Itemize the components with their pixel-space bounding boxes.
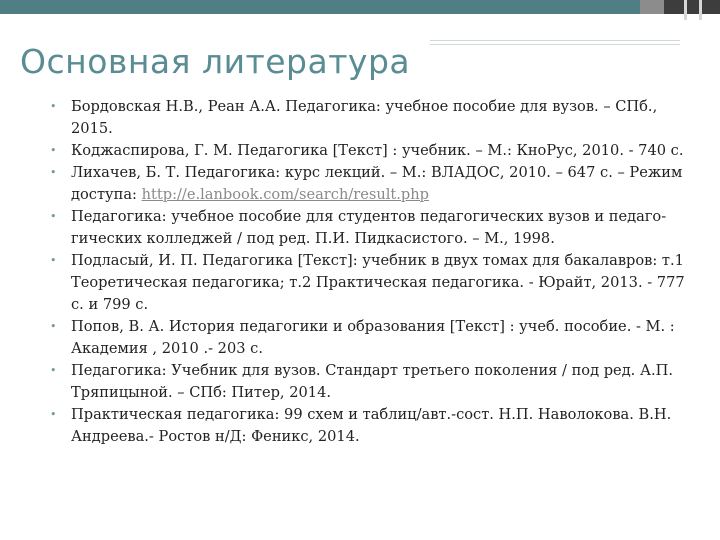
list-item bbox=[50, 206, 690, 250]
bullet-icon: • bbox=[50, 254, 57, 267]
bullet-icon: • bbox=[50, 144, 57, 157]
bullet-icon: • bbox=[50, 100, 57, 113]
decorative-divider bbox=[699, 0, 702, 20]
page-title: Основная литература bbox=[20, 42, 411, 81]
bullet-icon: • bbox=[50, 210, 57, 223]
top-accent-bar-dark bbox=[664, 0, 720, 14]
top-accent-bar bbox=[0, 0, 640, 14]
bullet-icon: • bbox=[50, 166, 57, 179]
reference-text: Практическая педагогика: 99 схем и таблиц/авт.-сост. Н.П. Наволокова. В.Н. Андреева.- Ростов н/Д: Феникс, 2014. bbox=[71, 406, 672, 445]
reference-text: Лихачев, Б. Т. Педагогика: курс лекций. – М.: ВЛАДОС, 2010. – 647 с. – Режим доступа: bbox=[71, 164, 683, 203]
bullet-icon: • bbox=[50, 364, 57, 377]
title-rule bbox=[430, 44, 680, 45]
list-item bbox=[50, 316, 690, 360]
reference-link[interactable]: http://e.lanbook.com/search/result.php bbox=[141, 186, 430, 203]
list-item bbox=[50, 162, 690, 206]
reference-text: Педагогика: Учебник для вузов. Стандарт третьего поколения / под ред. А.П. Тряпицыной. – СПб: Питер, 2014. bbox=[71, 362, 674, 401]
reference-text: Педагогика: учебное пособие для студентов педагогических вузов и педаго-гических колледжей / под ред. П.И. Пидкасистого. – М., 1998. bbox=[71, 208, 667, 247]
bullet-icon: • bbox=[50, 320, 57, 333]
list-item bbox=[50, 360, 690, 404]
reference-text: Подласый, И. П. Педагогика [Текст]: учебник в двух томах для бакалавров: т.1 Теоретическая педагогика; т.2 Практическая педагогика. - Юрайт, 2013. - 777 с. и 799 с. bbox=[71, 252, 685, 313]
top-accent-bar-gray bbox=[640, 0, 664, 14]
list-item bbox=[50, 96, 690, 140]
bullet-icon: • bbox=[50, 408, 57, 421]
list-item bbox=[50, 250, 690, 316]
reference-text: Коджаспирова, Г. М. Педагогика [Текст] : учебник. – М.: КноРус, 2010. - 740 с. bbox=[71, 142, 684, 159]
reference-list bbox=[50, 96, 690, 448]
reference-text: Попов, В. А. История педагогики и образования [Текст] : учеб. пособие. - М. : Академия , 2010 .- 203 с. bbox=[71, 318, 675, 357]
decorative-divider bbox=[684, 0, 687, 20]
list-item bbox=[50, 404, 690, 448]
title-rule bbox=[430, 40, 680, 41]
list-item bbox=[50, 140, 690, 162]
reference-text: Бордовская Н.В., Реан А.А. Педагогика: учебное пособие для вузов. – СПб., 2015. bbox=[71, 98, 658, 137]
